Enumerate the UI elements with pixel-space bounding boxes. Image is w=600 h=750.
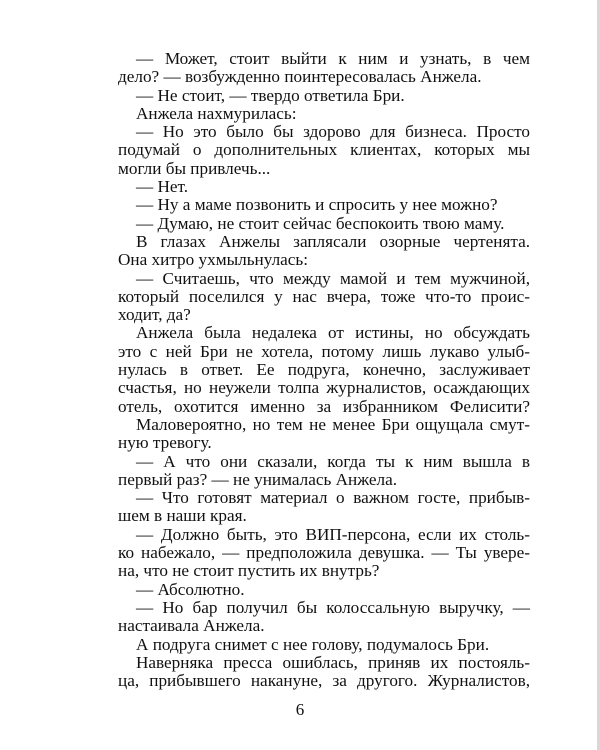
text-line: — Может, стоит выйти к ним и узнать, в чем bbox=[136, 49, 530, 68]
text-line: первый раз? — не унималась Анжела. bbox=[118, 469, 398, 489]
text-line: — Ну а маме позвонить и спросить у нее можно? bbox=[136, 195, 498, 215]
text-line: Маловероятно, но тем не менее Бри ощущала смут- bbox=[136, 414, 530, 434]
text-line: — Считаешь, что между мамой и тем мужчиной, bbox=[136, 268, 530, 288]
text-line: настаивала Анжела. bbox=[118, 616, 265, 636]
text-line: ходит, да? bbox=[118, 305, 191, 325]
text-line: ца, прибывшего накануне, за другого. Журналистов, bbox=[118, 671, 530, 691]
text-line: дело? — возбужденно поинтересовалась Анжела. bbox=[118, 67, 482, 87]
text-line: — Думаю, не стоит сейчас беспокоить твою маму. bbox=[136, 213, 505, 233]
text-line: — А что они сказали, когда ты к ним вышла в bbox=[136, 451, 530, 471]
text-line: нулась в ответ. Ее подруга, конечно, заслуживает bbox=[118, 360, 530, 380]
text-line: Она хитро ухмыльнулась: bbox=[118, 250, 309, 270]
text-line: — Абсолютно. bbox=[136, 579, 245, 599]
text-line: Анжела была недалека от истины, но обсуждать bbox=[136, 323, 530, 343]
text-line: отель, охотится именно за избранником Фелисити? bbox=[118, 396, 530, 416]
text-line: это с ней Бри не хотела, потому лишь лукаво улыб- bbox=[118, 341, 530, 361]
body-text bbox=[118, 50, 530, 690]
text-line: В глазах Анжелы заплясали озорные чертенята. bbox=[136, 231, 530, 251]
text-line: который поселился у нас вчера, тоже что-то проис- bbox=[118, 286, 530, 306]
text-line: ко набежало, — предположила девушка. — Ты уверe- bbox=[118, 543, 530, 563]
text-line: А подруга снимет с нее голову, подумалось Бри. bbox=[136, 634, 490, 654]
text-line: Анжела нахмурилась: bbox=[136, 103, 297, 123]
text-line: — Не стоит, — твердо ответила Бри. bbox=[136, 85, 405, 105]
text-line: могли бы привлечь... bbox=[118, 158, 271, 178]
page-number: 6 bbox=[295, 700, 305, 719]
text-line: — Что готовят материал о важном госте, прибыв- bbox=[136, 488, 530, 508]
text-line: — Должно быть, это ВИП-персона, если их столь- bbox=[136, 524, 530, 544]
text-line: — Нет. bbox=[136, 177, 189, 197]
text-line: — Но бар получил бы колоссальную выручку, — bbox=[136, 597, 530, 617]
text-line: счастья, но неужели толпа журналистов, осаждающих bbox=[118, 378, 530, 398]
text-line: подумай о дополнительных клиентах, которых мы bbox=[118, 140, 530, 160]
text-line: на, что не стоит пустить их внутрь? bbox=[118, 561, 380, 581]
text-line: ную тревогу. bbox=[118, 433, 212, 453]
text-line: Наверняка пресса ошиблась, приняв их постояль- bbox=[136, 652, 530, 672]
text-line: — Но это было бы здорово для бизнеса. Просто bbox=[136, 122, 530, 142]
text-line: шем в наши края. bbox=[118, 506, 247, 526]
